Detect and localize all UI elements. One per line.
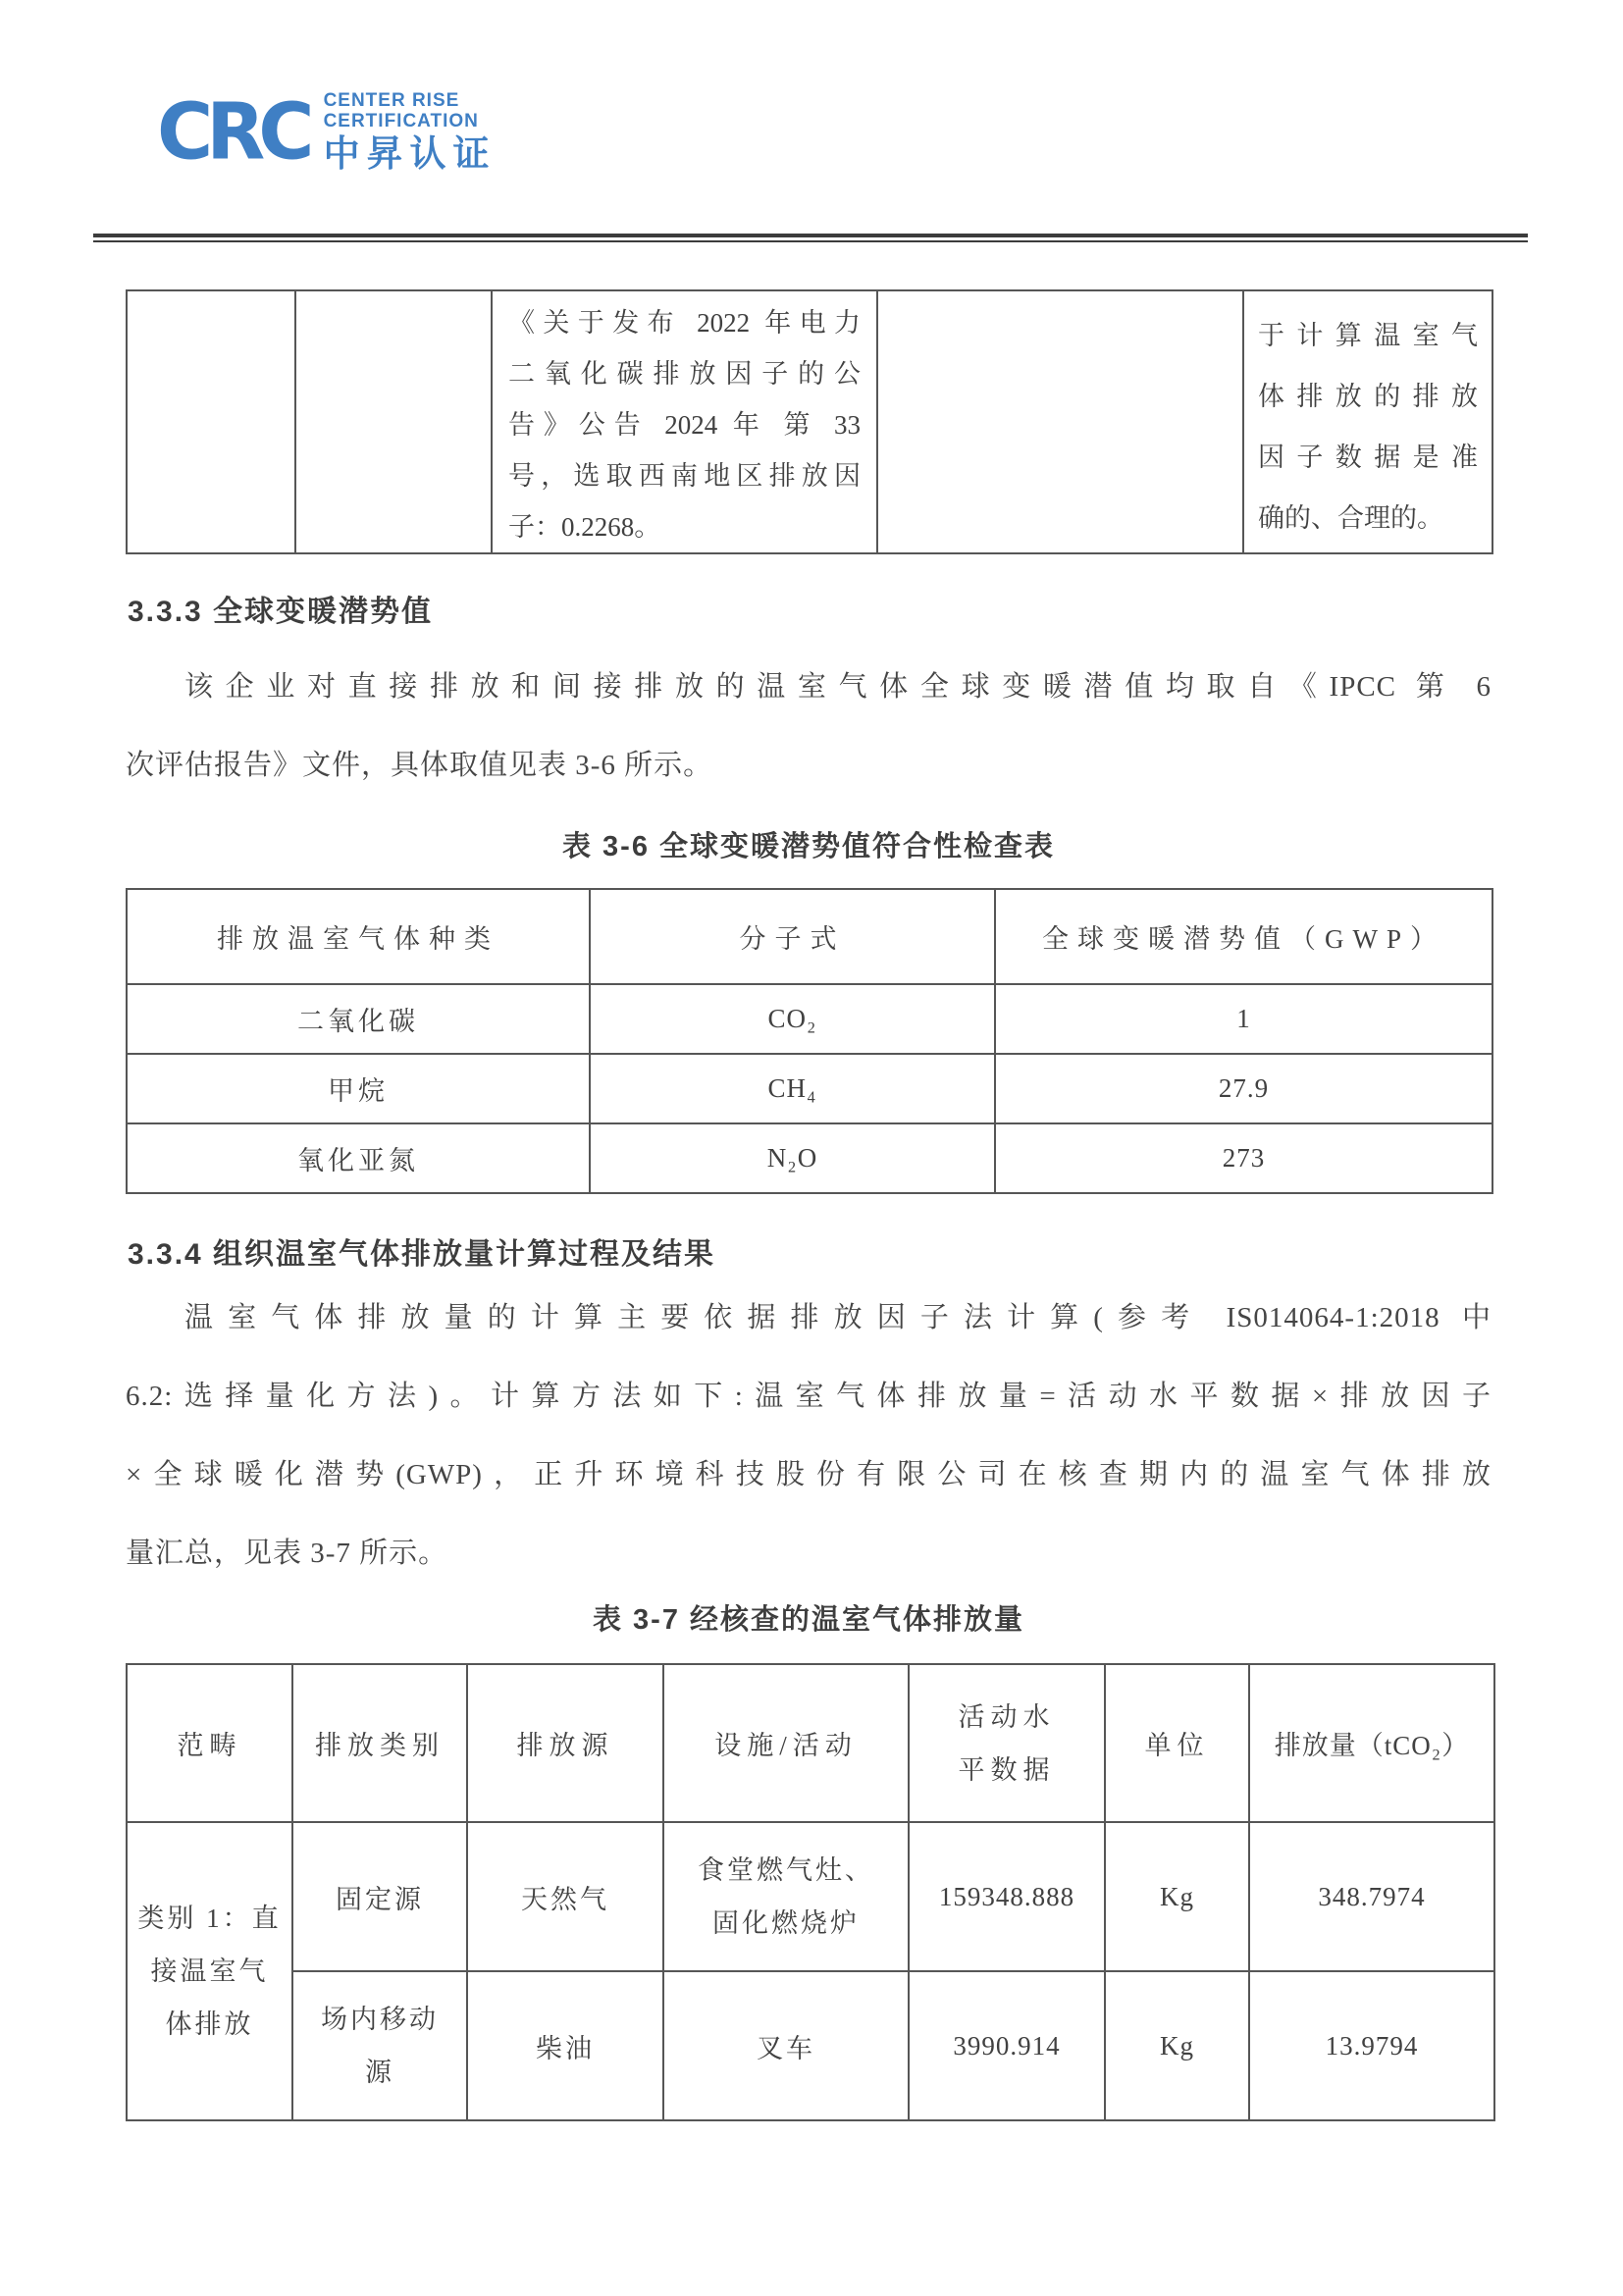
logo-name-en-line2: CERTIFICATION [323,111,479,131]
emission-source: 柴油 [467,1971,663,2120]
paragraph-3-3-3 [126,648,1492,805]
conclusion-line: 确的、合理的。 [1258,503,1443,533]
paragraph-3-3-4 [126,1278,1492,1592]
header-line: 活动水 [958,1701,1056,1732]
facility-line: 固化燃烧炉 [712,1908,860,1938]
facility-activity-cell: 叉车 [663,1971,909,2120]
em-header-unit: 单位 [1105,1664,1249,1822]
logo-text-block [324,90,497,175]
basis-line: 二氧化碳排放因子的公 [508,359,861,389]
carryover-table [126,289,1493,554]
em-header-source: 排放源 [467,1664,663,1822]
logo-name-en-line1: CENTER RISE [323,90,460,111]
emission-source: 天然气 [467,1822,663,1971]
paragraph-line: ×全球暖化潜势(GWP)，正升环境科技股份有限公司在核查期内的温室气体排放 [126,1459,1492,1490]
section-heading-3-3-3: 3.3.3 全球变暖潜势值 [128,596,434,628]
basis-line: 号，选取西南地区排放因 [508,461,861,491]
logo-name-cn: 中昇认证 [323,133,497,174]
paragraph-line: 次评估报告》文件，具体取值见表 3-6 所示。 [126,750,713,781]
table-3-7-caption: 表 3-7 经核查的温室气体排放量 [592,1604,1025,1636]
gas-name: 氧化亚氮 [127,1123,590,1193]
scope-category-cell [127,1822,292,2120]
header-double-rule [93,234,1528,242]
unit-value: Kg [1105,1822,1249,1971]
basis-line: 子：0.2268。 [508,512,661,542]
facility-activity-cell [663,1822,909,1971]
table-3-6-caption: 表 3-6 全球变暖潜势值符合性检查表 [561,831,1056,862]
em-header-category: 排放类别 [292,1664,467,1822]
carryover-empty-cell-2 [295,290,492,553]
facility-line: 食堂燃气灶、 [698,1855,874,1885]
section-heading-3-3-4: 3.3.4 组织温室气体排放量计算过程及结果 [128,1238,716,1271]
table-header-row [127,889,1492,984]
activity-data-value: 3990.914 [909,1971,1105,2120]
emissions-table [126,1663,1495,2121]
carryover-empty-cell-1 [127,290,295,553]
gas-formula: CH₄ [590,1054,995,1123]
conclusion-line: 于计算温室气 [1258,321,1478,350]
emission-value: 13.9794 [1249,1971,1494,2120]
paragraph-line: 该企业对直接排放和间接排放的温室气体全球变暖潜值均取自《IPCC 第 6 [184,671,1492,703]
header-line: 平数据 [958,1754,1056,1785]
gwp-value: 27.9 [995,1054,1492,1123]
em-header-facility: 设施/活动 [663,1664,909,1822]
table-row [127,1123,1492,1193]
gas-formula: N₂O [590,1123,995,1193]
emission-category-cell [292,1971,467,2120]
gas-name: 甲烷 [127,1054,590,1123]
emission-value: 348.7974 [1249,1822,1494,1971]
table-row [127,1822,1494,1971]
em-header-emission: 排放量（tCO₂） [1249,1664,1494,1822]
company-logo [157,87,497,178]
em-header-scope: 范畴 [127,1664,292,1822]
table-row [127,1971,1494,2120]
table-row [127,984,1492,1054]
gwp-table [126,888,1493,1194]
scope-line: 接温室气 [150,1957,269,1986]
unit-value: Kg [1105,1971,1249,2120]
basis-line: 《关于发布 2022 年电力 [508,308,861,338]
scope-line: 体排放 [165,2009,254,2039]
em-header-activity-data [909,1664,1105,1822]
paragraph-line: 量汇总，见表 3-7 所示。 [126,1538,448,1569]
gwp-header-gas-type: 排放温室气体种类 [127,889,590,984]
gas-name: 二氧化碳 [127,984,590,1054]
gas-formula: CO₂ [590,984,995,1054]
table-row [127,290,1492,553]
table-header-row [127,1664,1494,1822]
gwp-value: 1 [995,984,1492,1054]
gwp-header-formula: 分子式 [590,889,995,984]
emission-factor-basis-cell [492,290,877,553]
verification-conclusion-cell [1243,290,1492,553]
crc-logo-mark: CRC [157,87,308,178]
scope-line: 类别 1：直 [137,1904,282,1933]
gwp-header-gwp-value: 全球变暖潜势值（GWP） [995,889,1492,984]
paragraph-line: 6.2:选择量化方法)。计算方法如下:温室气体排放量=活动水平数据×排放因子 [126,1381,1492,1412]
activity-data-value: 159348.888 [909,1822,1105,1971]
paragraph-line: 温室气体排放量的计算主要依据排放因子法计算(参考 IS014064-1:2018 中 [184,1302,1492,1333]
table-row [127,1054,1492,1123]
gwp-value: 273 [995,1123,1492,1193]
basis-line: 告》公告 2024 年 第 33 [508,410,861,440]
emission-category: 固定源 [292,1822,467,1971]
category-line: 场内移动 [321,2005,439,2034]
category-line: 源 [365,2058,394,2087]
conclusion-line: 体排放的排放 [1258,382,1478,411]
conclusion-line: 因子数据是准 [1258,443,1478,472]
carryover-empty-cell-3 [877,290,1243,553]
